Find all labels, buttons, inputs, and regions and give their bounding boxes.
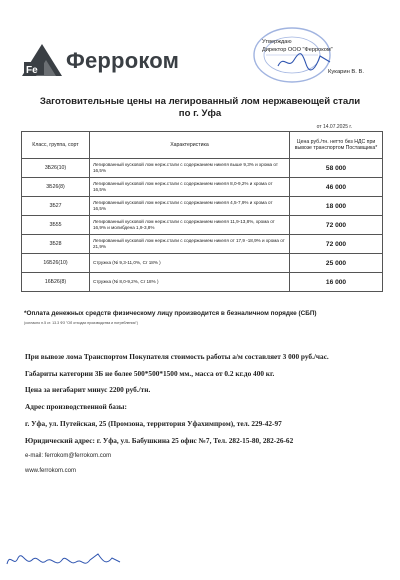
payment-note-reference: (согласно п.5 ст. 13.3 ФЗ "Об отходах производства и потребления") — [24, 321, 138, 325]
table-row — [22, 216, 383, 235]
description-cell: Легированный кусковой лом нерж.стали с содержанием никеля выше 9,3% и хрома от 16,5% — [90, 159, 290, 178]
description-cell: Легированный кусковой лом нерж.стали с содержанием никеля от 17,9 -18,9% и хрома от 21,9% — [90, 235, 290, 254]
info-line-transport: При вывозе лома Транспортом Покупателя стоимость работы а/м составляет 3 000 руб./час. — [25, 352, 329, 361]
price-table — [21, 131, 383, 292]
price-cell: 46 000 — [290, 178, 383, 197]
description-cell: Легированный кусковой лом нерж.стали с содержанием никеля 8,0-9,2% и хрома от 16,5% — [90, 178, 290, 197]
price-cell: 72 000 — [290, 216, 383, 235]
document-title: Заготовительные цены на легированный лом нержавеющей стали — [39, 96, 361, 107]
description-cell: Стружка (Ni 9,3-11,0%, Cr 18% ) — [90, 254, 290, 273]
approval-line: Утверждаю — [262, 39, 292, 45]
table-row — [22, 178, 383, 197]
payment-note: *Оплата денежных средств физическому лицу производится в безналичном порядке (СБП) — [24, 310, 317, 317]
price-cell: 18 000 — [290, 197, 383, 216]
email-label: e-mail: — [25, 453, 44, 459]
price-cell: 58 000 — [290, 159, 383, 178]
table-row — [22, 235, 383, 254]
info-line-legal-address: Юридический адрес: г. Уфа, ул. Бабушкина 25 офис №7, Тел. 282-15-80, 282-26-62 — [25, 436, 294, 445]
signature-icon — [276, 50, 332, 72]
price-cell: 72 000 — [290, 235, 383, 254]
class-cell: 16Б26(8) — [22, 273, 90, 292]
column-header: Цена руб./тн. нетто без НДС при вывозе транспортом Поставщика* — [290, 132, 383, 159]
table-header-row — [22, 132, 383, 159]
column-header: Класс, группа, сорт — [22, 132, 90, 159]
description-cell: Легированный кусковой лом нерж.стали с содержанием никеля 4,5-7,9% и хрома от 16,5% — [90, 197, 290, 216]
approval-name: Кукарин В. В. — [328, 69, 365, 75]
class-cell: 3Б27 — [22, 197, 90, 216]
document-subtitle: по г. Уфа — [178, 108, 222, 119]
handwritten-signature-icon — [4, 546, 124, 572]
class-cell: 3Б28 — [22, 235, 90, 254]
email-link[interactable]: ferrokom@ferrokom.com — [44, 453, 112, 459]
info-line-oversize: Цена за негабарит минус 2200 руб./тн. — [25, 385, 151, 394]
brand-name: Ферроком — [66, 48, 180, 73]
description-cell: Стружка (Ni 8,0-9,2%, Cr 18% ) — [90, 273, 290, 292]
document-date: от 14.07.2025 г. — [316, 124, 352, 130]
price-cell: 25 000 — [290, 254, 383, 273]
class-cell: 3Б26(8) — [22, 178, 90, 197]
logo-badge: Fe — [26, 65, 38, 76]
info-line-base-heading: Адрес производственной базы: — [25, 402, 127, 411]
info-line-dimensions: Габариты категории 3Б не более 500*500*1500 мм., масса от 0.2 кг.до 400 кг. — [25, 369, 275, 378]
info-line-base-address: г. Уфа, ул. Путейская, 25 (Промзона, территория Уфахимпром), тел. 229-42-97 — [25, 419, 282, 428]
description-cell: Легированный кусковой лом нерж.стали с содержанием никеля 11,9-13,8%, хрома от 16,9% и молибдена 1,9-3,8% — [90, 216, 290, 235]
table-row — [22, 197, 383, 216]
column-header: Характеристика — [90, 132, 290, 159]
email-line — [25, 453, 111, 459]
price-cell: 16 000 — [290, 273, 383, 292]
table-row — [22, 273, 383, 292]
table-row — [22, 159, 383, 178]
approval-line: Директор ООО "Ферроком" — [262, 47, 333, 53]
table-row — [22, 254, 383, 273]
class-cell: 16Б26(10) — [22, 254, 90, 273]
website-link[interactable]: www.ferrokom.com — [25, 468, 77, 474]
class-cell: 3Б26(10) — [22, 159, 90, 178]
class-cell: 3Б55 — [22, 216, 90, 235]
